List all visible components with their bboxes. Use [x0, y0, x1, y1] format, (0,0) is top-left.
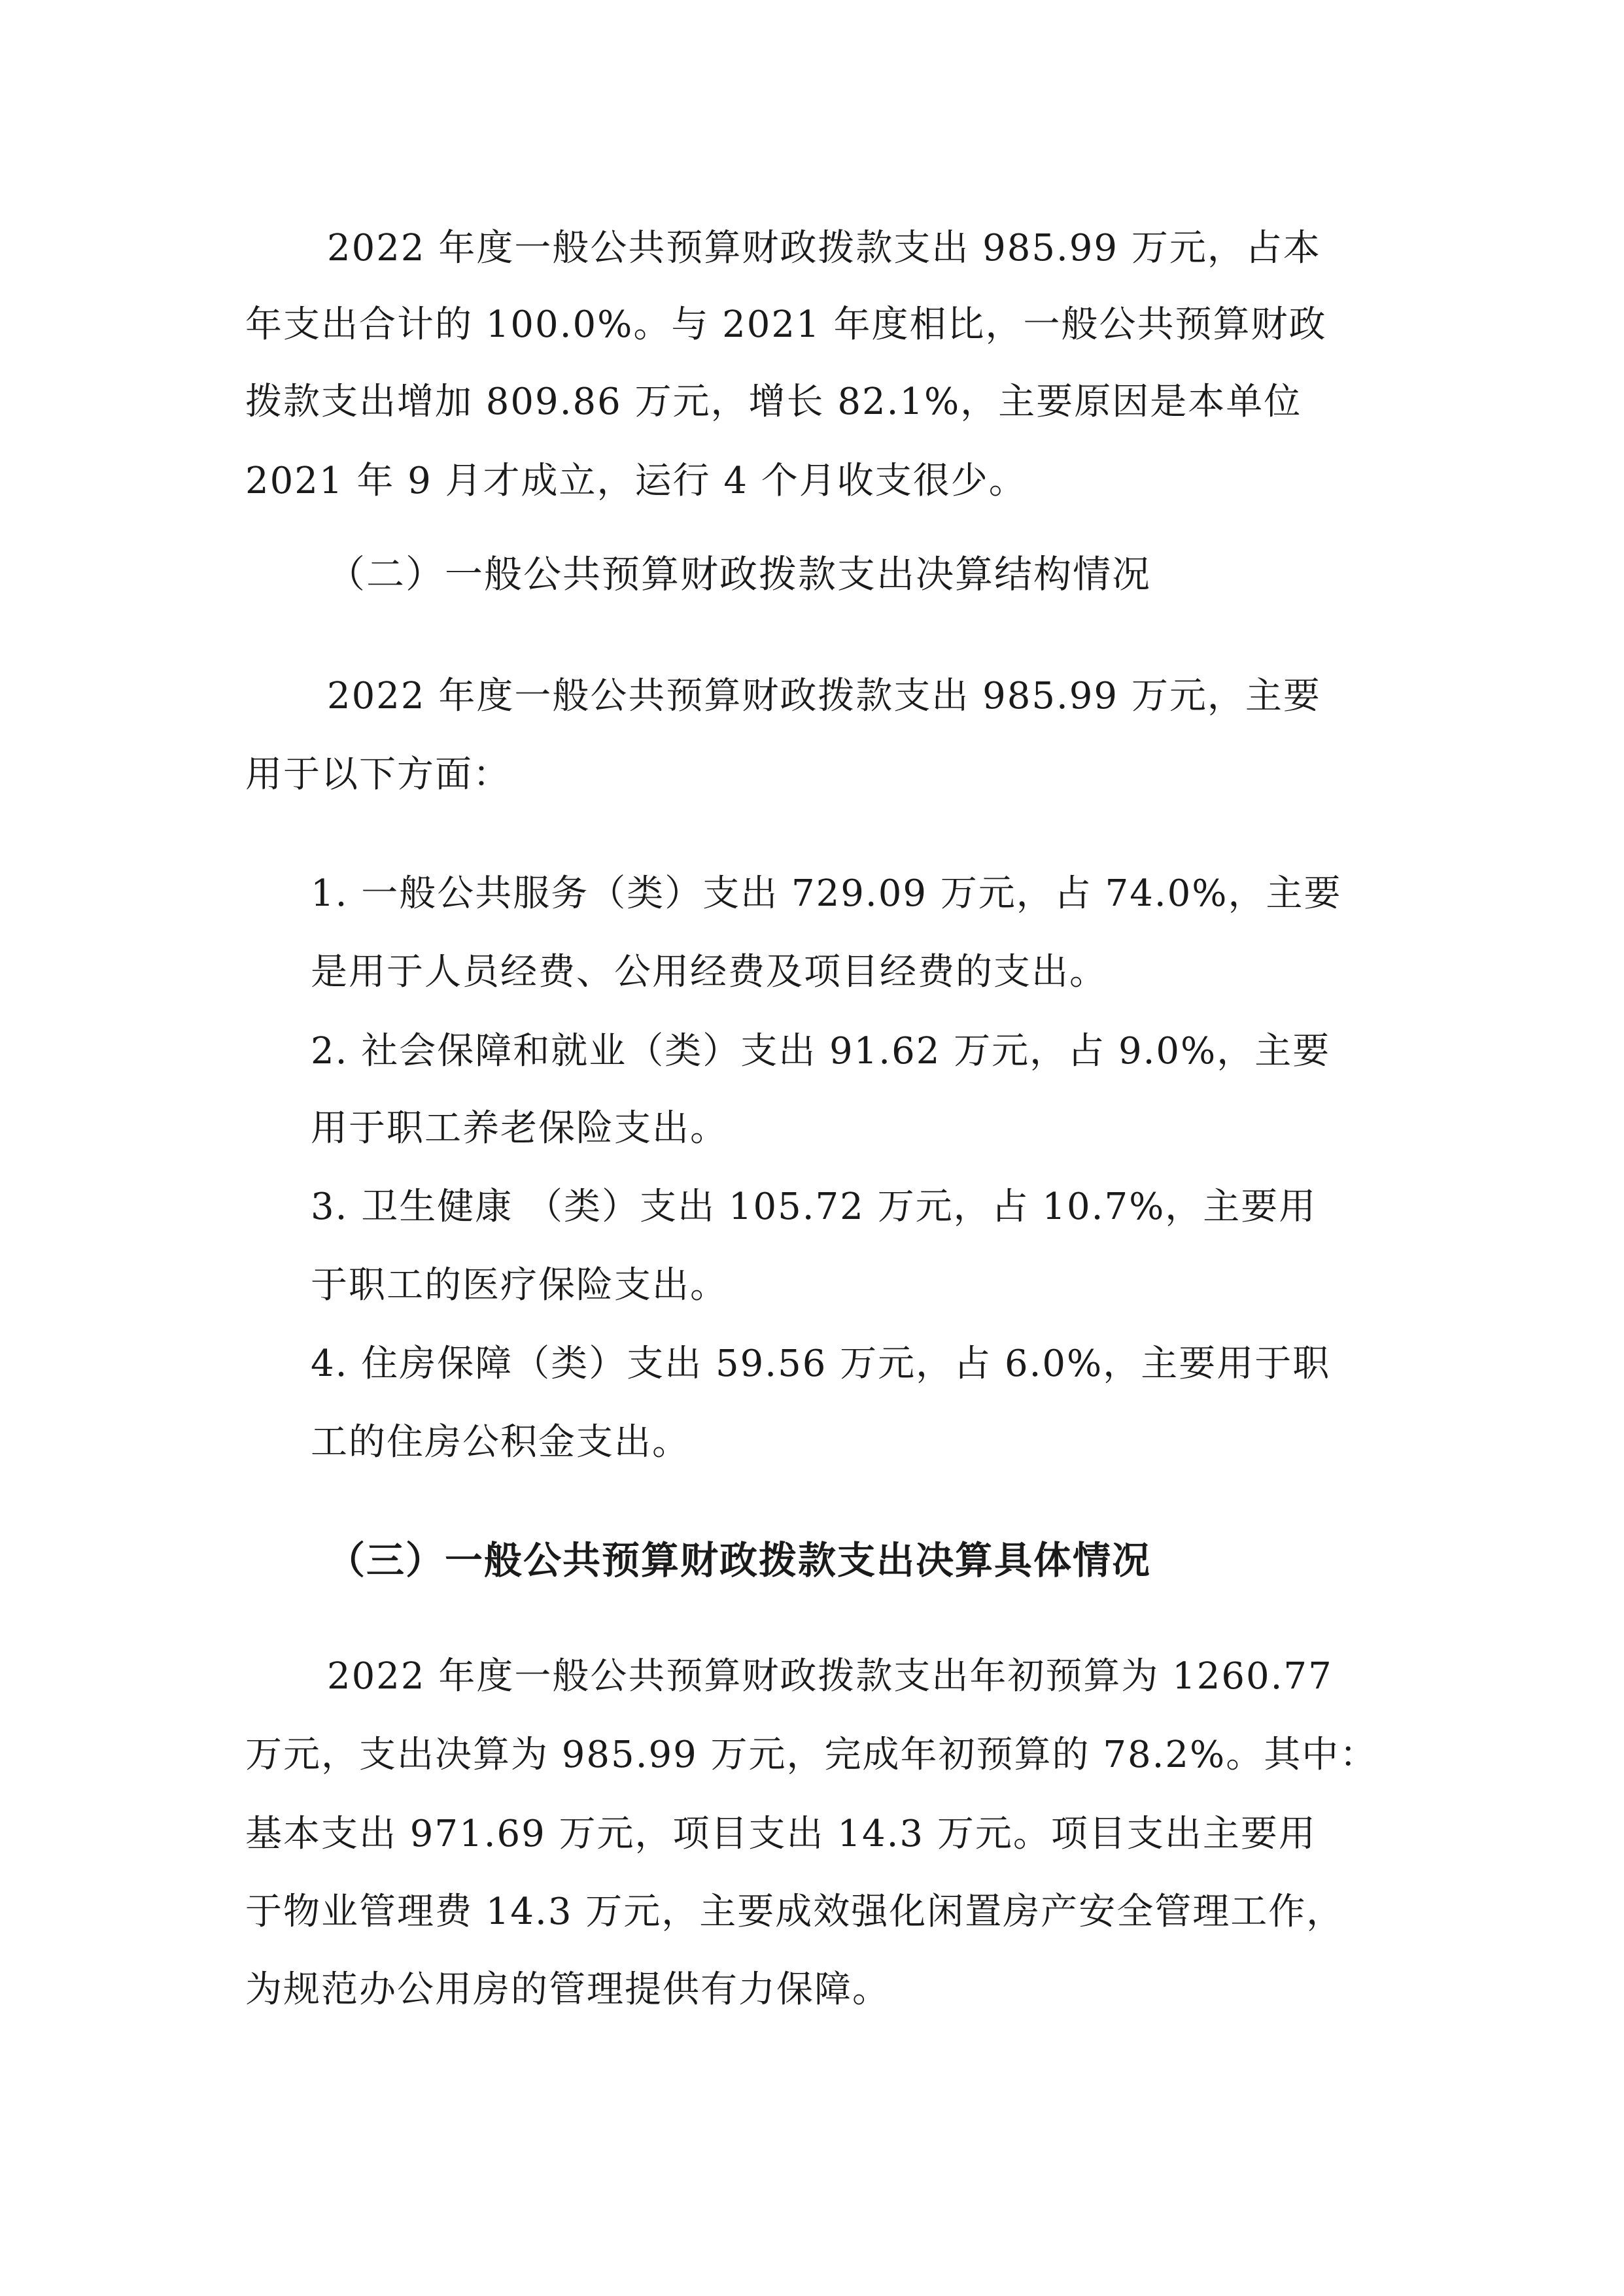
list-item: 是用于人员经费、公用经费及项目经费的支出。	[311, 951, 1107, 993]
paragraph-line: 年支出合计的 100.0%。与 2021 年度相比，一般公共预算财政	[245, 303, 1327, 346]
paragraph-line: 用于以下方面：	[245, 753, 511, 796]
paragraph-line: 拨款支出增加 809.86 万元，增长 82.1%，主要原因是本单位	[245, 381, 1302, 423]
list-item: 3. 卫生健康 （类）支出 105.72 万元，占 10.7%，主要用	[311, 1186, 1317, 1228]
list-item: 用于职工养老保险支出。	[311, 1107, 728, 1150]
paragraph-line: 于物业管理费 14.3 万元，主要成效强化闲置房产安全管理工作，	[245, 1891, 1345, 1933]
paragraph-line: 2022 年度一般公共预算财政拨款支出 985.99 万元，占本	[327, 227, 1321, 269]
list-item: 2. 社会保障和就业（类）支出 91.62 万元，占 9.0%，主要	[311, 1030, 1331, 1072]
paragraph-line: 为规范办公用房的管理提供有力保障。	[245, 1968, 890, 2011]
paragraph-line: 2022 年度一般公共预算财政拨款支出 985.99 万元，主要	[327, 675, 1321, 717]
paragraph-line: 基本支出 971.69 万元，项目支出 14.3 万元。项目支出主要用	[245, 1813, 1317, 1855]
list-item: 4. 住房保障（类）支出 59.56 万元，占 6.0%，主要用于职	[311, 1343, 1331, 1385]
paragraph-line: 2022 年度一般公共预算财政拨款支出年初预算为 1260.77	[327, 1655, 1333, 1698]
list-item: 于职工的医疗保险支出。	[311, 1264, 728, 1307]
paragraph-line: 万元，支出决算为 985.99 万元，完成年初预算的 78.2%。其中：	[245, 1734, 1378, 1776]
list-item: 工的住房公积金支出。	[311, 1421, 690, 1464]
section-heading-details: （三）一般公共预算财政拨款支出决算具体情况	[327, 1538, 1152, 1583]
section-heading-structure: （二）一般公共预算财政拨款支出决算结构情况	[327, 552, 1152, 596]
list-item: 1. 一般公共服务（类）支出 729.09 万元，占 74.0%，主要	[311, 872, 1342, 915]
paragraph-line: 2021 年 9 月才成立，运行 4 个月收支很少。	[245, 460, 1027, 502]
